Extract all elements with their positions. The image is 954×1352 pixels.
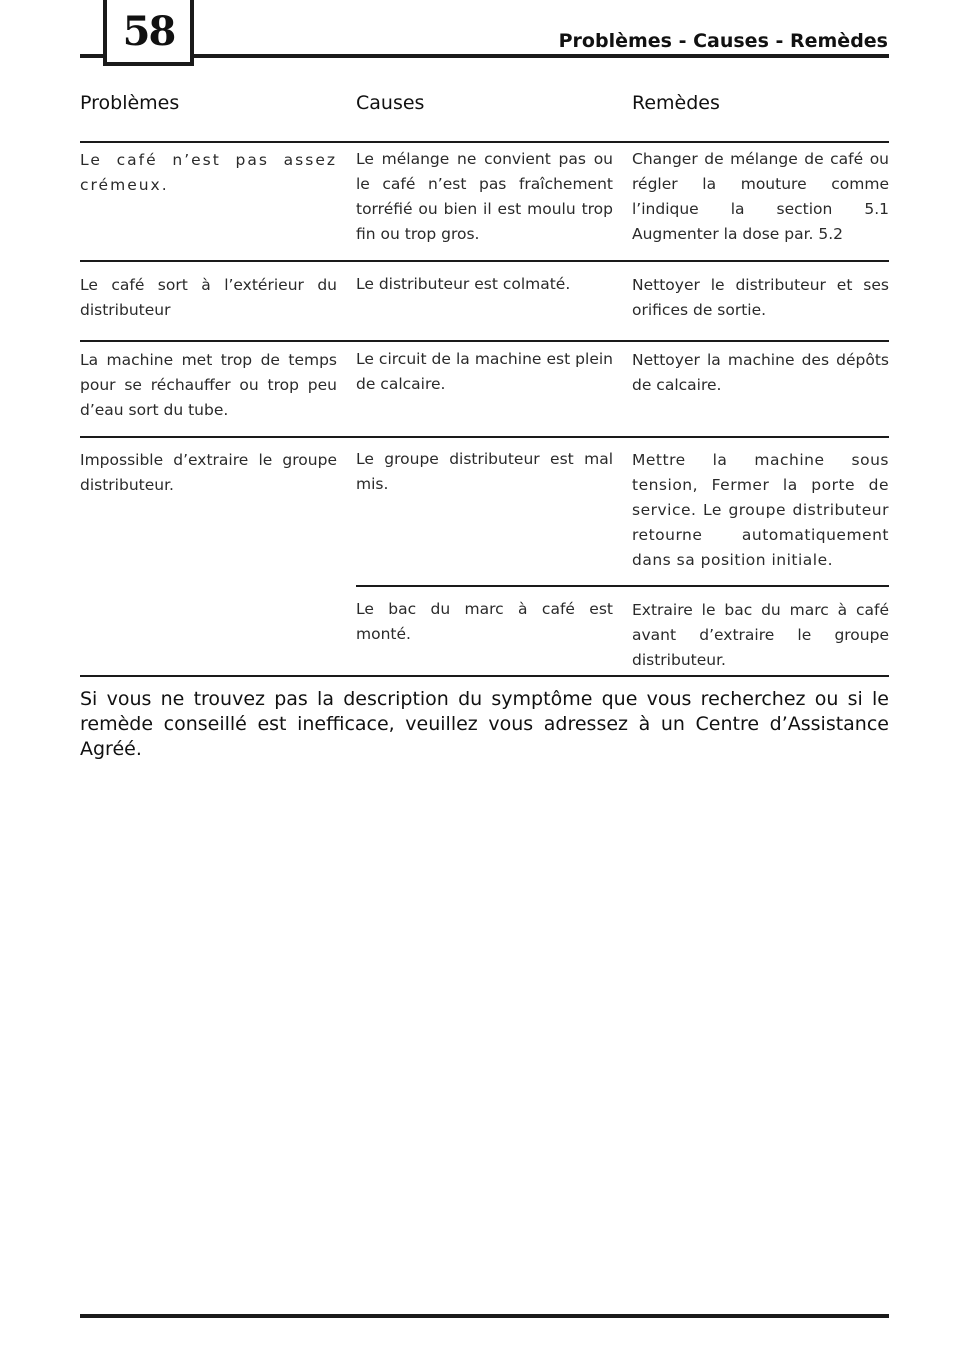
table-rule (80, 141, 889, 143)
header-rule (194, 54, 889, 58)
table-rule (80, 340, 889, 342)
cell-remedy: Changer de mélange de café ou régler la mouture comme l’indique la section 5.1 Augmenter la dose par. 5.2 (632, 150, 889, 243)
page-number: 58 (122, 7, 175, 55)
column-header-problems: Problèmes (80, 92, 180, 114)
cell-cause: Le groupe distributeur est mal mis. (356, 450, 613, 493)
table-rule (356, 585, 889, 587)
section-title: Problèmes - Causes - Remèdes (558, 30, 888, 52)
table-rule (80, 260, 889, 262)
header-rule (80, 54, 104, 58)
footer-rule (80, 1314, 889, 1318)
cell-cause: Le bac du marc à café est monté. (356, 600, 613, 643)
cell-problem: Le café n’est pas assez crémeux. (80, 151, 337, 194)
cell-cause: Le mélange ne convient pas ou le café n’est pas fraîchement torréfié ou bien il est moulu trop fin ou trop gros. (356, 150, 613, 243)
cell-remedy: Nettoyer le distributeur et ses orifices de sortie. (632, 276, 889, 319)
table-rule (80, 675, 889, 677)
cell-problem: Impossible d’extraire le groupe distributeur. (80, 451, 337, 494)
column-header-causes: Causes (356, 92, 425, 114)
page-number-box (103, 0, 194, 66)
cell-remedy: Extraire le bac du marc à café avant d’extraire le groupe distributeur. (632, 601, 889, 669)
cell-problem: La machine met trop de temps pour se réchauffer ou trop peu d’eau sort du tube. (80, 351, 337, 419)
cell-remedy: Mettre la machine sous tension, Fermer la porte de service. Le groupe distributeur retourne automatiquement dans sa position initiale. (632, 451, 889, 569)
cell-remedy: Nettoyer la machine des dépôts de calcaire. (632, 351, 889, 394)
assistance-note: Si vous ne trouvez pas la description du symptôme que vous recherchez ou si le remède conseillé est inefficace, veuillez vous adressez à un Centre d’Assistance Agréé. (80, 688, 889, 760)
cell-cause: Le distributeur est colmaté. (356, 275, 571, 293)
cell-problem: Le café sort à l’extérieur du distributeur (80, 276, 337, 319)
cell-cause: Le circuit de la machine est plein de calcaire. (356, 350, 613, 393)
table-rule (80, 436, 889, 438)
column-header-remedies: Remèdes (632, 92, 720, 114)
